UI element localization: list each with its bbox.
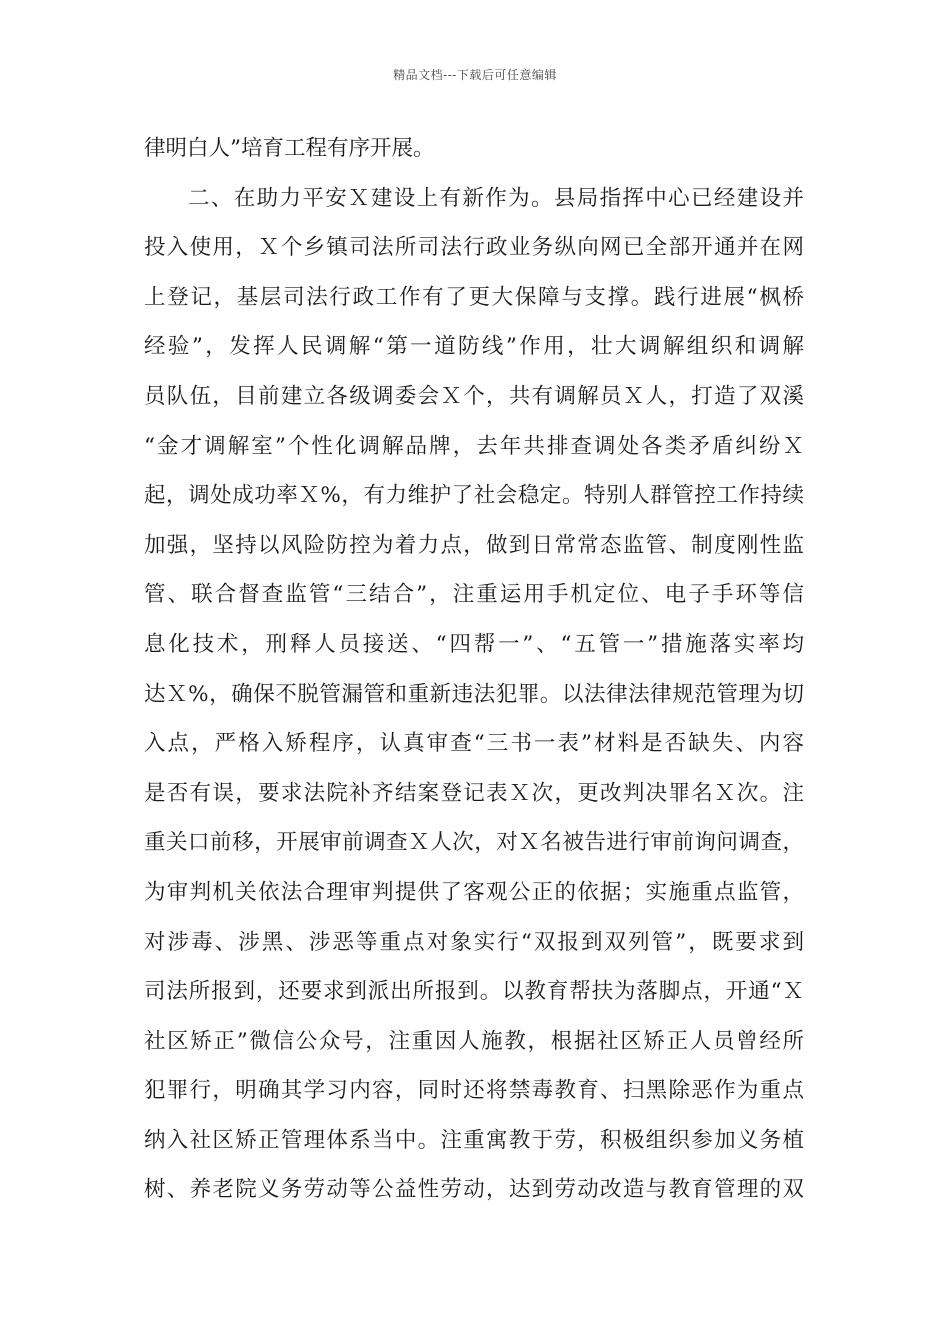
text-line: 是否有误，要求法院补齐结案登记表Ｘ次，更改判决罪名Ｘ次。注 [144,780,804,806]
text-line: 犯罪行，明确其学习内容，同时还将禁毒教育、扫黑除恶作为重点 [144,1078,804,1104]
text-line: 对涉毒、涉黑、涉恶等重点对象实行“双报到双列管”，既要求到 [144,929,804,955]
text-line: 加强，坚持以风险防控为着力点，做到日常常态监管、制度刚性监 [144,532,804,558]
text-line: 上登记，基层司法行政工作有了更大保障与支撑。践行进展“枫桥 [144,284,804,310]
page-header: 精品文档---下载后可任意编辑 [393,68,557,82]
text-line: 管、联合督查监管“三结合”，注重运用手机定位、电子手环等信 [144,582,804,608]
text-line: 员队伍，目前建立各级调委会Ｘ个，共有调解员Ｘ人，打造了双溪 [144,383,804,409]
text-line: “金才调解室”个性化调解品牌，去年共排查调处各类矛盾纠纷Ｘ [144,433,804,459]
paragraph-start-line: 二、在助力平安Ｘ建设上有新作为。县局指挥中心已经建设并 [188,185,804,211]
body-text [144,124,804,1215]
text-line: 重关口前移，开展审前调查Ｘ人次，对Ｘ名被告进行审前询问调查， [144,830,804,856]
text-line: 达Ｘ%，确保不脱管漏管和重新违法犯罪。以法律法律规范管理为切 [144,681,804,707]
text-line: 司法所报到，还要求到派出所报到。以教育帮扶为落脚点，开通“Ｘ [144,979,804,1005]
text-line: 起，调处成功率Ｘ%，有力维护了社会稳定。特别人群管控工作持续 [144,483,804,509]
text-line: 树、养老院义务劳动等公益性劳动，达到劳动改造与教育管理的双 [144,1177,804,1203]
text-line: 经验”，发挥人民调解“第一道防线”作用，壮大调解组织和调解 [144,334,804,360]
text-line: 纳入社区矫正管理体系当中。注重寓教于劳，积极组织参加义务植 [144,1127,804,1153]
text-line: 为审判机关依法合理审判提供了客观公正的依据；实施重点监管， [144,879,804,905]
text-line: 入点，严格入矫程序，认真审查“三书一表”材料是否缺失、内容 [144,731,804,757]
text-line: 律明白人”培育工程有序开展。 [144,136,435,161]
text-line: 投入使用，Ｘ个乡镇司法所司法行政业务纵向网已全部开通并在网 [144,235,804,261]
text-line: 息化技术，刑释人员接送、“四帮一”、“五管一”措施落实率均 [144,631,804,657]
text-line: 社区矫正”微信公众号，注重因人施教，根据社区矫正人员曾经所 [144,1028,804,1054]
